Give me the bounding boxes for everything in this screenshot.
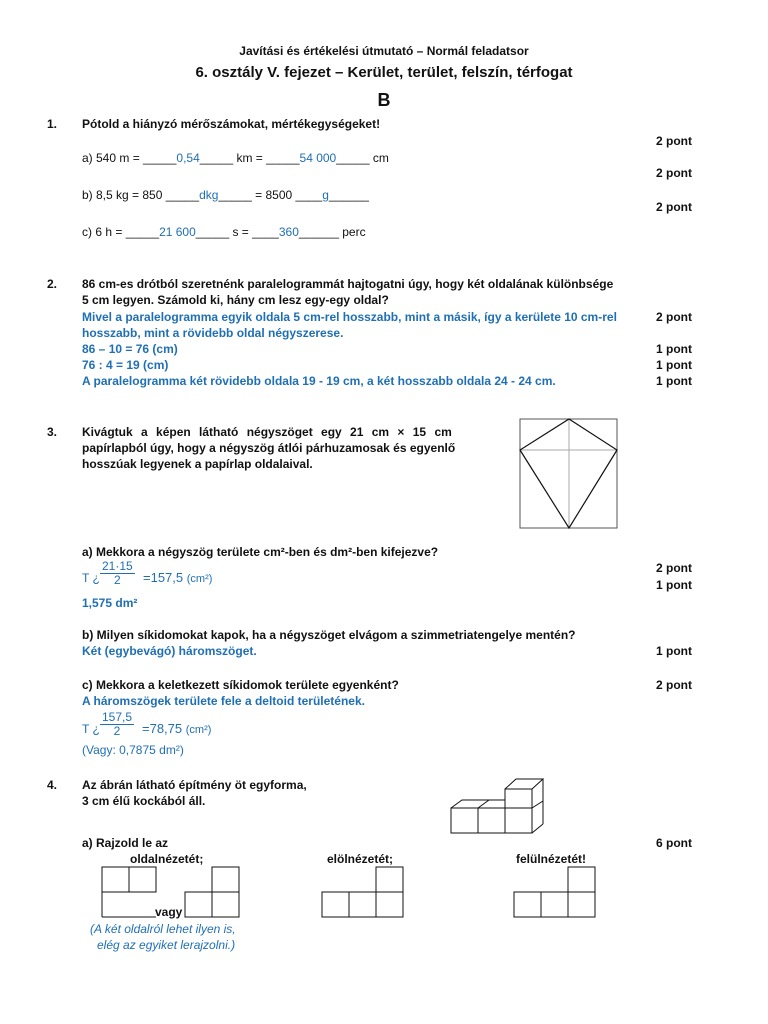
task1-c-answer2: 360 xyxy=(278,225,299,239)
task4-or-label: vagy xyxy=(155,905,183,919)
task3-points-b: 1 pont xyxy=(656,644,692,658)
task4-side-view-label: oldalnézetét; xyxy=(130,852,204,866)
task4-top-view-label: felülnézetét! xyxy=(516,852,587,866)
top-view-grid xyxy=(513,866,597,918)
task3-formula-c-rhs: =78,75 (cm²) xyxy=(142,721,212,736)
task1-points-a: 2 pont xyxy=(656,134,692,148)
task2-result: A paralelogramma két rövidebb oldala 19 - 19 cm, a két hosszabb oldala 24 - 24 cm. xyxy=(82,374,556,388)
task1-a-answer1: 0,54 xyxy=(176,151,200,165)
variant-letter: B xyxy=(377,90,391,110)
task3-answer-b: Két (egybevágó) háromszöget. xyxy=(82,644,257,658)
task3-formula-c-fraction: 157,5 2 xyxy=(102,710,133,738)
task4-front-view-label: elölnézetét; xyxy=(327,852,394,866)
cube-structure-figure xyxy=(450,774,565,836)
task2-prompt-l1: 86 cm-es drótból szeretnénk paralelogrammát hajtogatni úgy, hogy két oldalának különbsége xyxy=(82,277,614,291)
task3-answer-c-alt: (Vagy: 0,7875 dm²) xyxy=(82,743,184,757)
task3-question-a: a) Mekkora a négyszög területe cm²-ben és dm²-ben kifejezve? xyxy=(82,545,439,559)
task3-answer-c: A háromszögek területe fele a deltoid területének. xyxy=(82,694,365,708)
task2-calc2: 76 : 4 = 19 (cm) xyxy=(82,358,169,372)
task3-formula-a-rhs: =157,5 (cm²) xyxy=(143,570,213,585)
task3-prompt-l2: papírlapból úgy, hogy a négyszög átlói párhuzamosak és egyenlő xyxy=(82,441,456,455)
front-view-grid xyxy=(321,866,405,918)
task2-points-2: 1 pont xyxy=(656,342,692,356)
task2-answer-l1: Mivel a paralelogramma egyik oldala 5 cm-rel hosszabb, mint a másik, így a kerülete 10 cm-rel xyxy=(82,310,617,324)
task4-prompt-l2: 3 cm élű kockából áll. xyxy=(82,794,206,808)
task2-prompt-l2: 5 cm legyen. Számold ki, hány cm lesz egy-egy oldal? xyxy=(82,293,389,307)
task4-points: 6 pont xyxy=(656,836,692,850)
task3-formula-c-lhs: T ¿ xyxy=(82,722,100,736)
side-view-grid-2 xyxy=(184,866,240,918)
task1-c: c) 6 h = _____21 600_____ s = ____360______ perc xyxy=(82,225,366,239)
task1-c-answer1: 21 600 xyxy=(159,225,196,239)
task4-number: 4. xyxy=(47,778,58,792)
header-line2: 6. osztály V. fejezet – Kerület, terület, felszín, térfogat xyxy=(195,64,573,81)
task4-note-l2: elég az egyiket lerajzolni.) xyxy=(97,938,236,952)
task3-question-c: c) Mekkora a keletkezett síkidomok területe egyenként? xyxy=(82,678,399,692)
task2-points-3: 1 pont xyxy=(656,358,692,372)
task1-a-answer2: 54 000 xyxy=(299,151,337,165)
task4-question-a: a) Rajzold le az xyxy=(82,836,169,850)
task3-formula-a-fraction: 21·15 2 xyxy=(102,559,133,587)
task1-a: a) 540 m = _____0,54_____ km = _____54 000_____ cm xyxy=(82,151,389,165)
task3-points-a2: 1 pont xyxy=(656,578,692,592)
task3-question-b: b) Milyen síkidomokat kapok, ha a négyszöget elvágom a szimmetriatengelye mentén? xyxy=(82,628,576,642)
kite-figure xyxy=(519,418,619,530)
task3-prompt-l3: hosszúak legyenek a papírlap oldalaival. xyxy=(82,457,313,471)
task3-answer-dm: 1,575 dm² xyxy=(82,596,138,610)
task3-formula-a-lhs: T ¿ xyxy=(82,571,100,585)
task2-number: 2. xyxy=(47,277,58,291)
task3-number: 3. xyxy=(47,425,58,439)
task3-points-a1: 2 pont xyxy=(656,561,692,575)
task4-prompt-l1: Az ábrán látható építmény öt egyforma, xyxy=(82,778,307,792)
task2-answer-l2: hosszabb, mint a rövidebb oldal négyszerese. xyxy=(82,326,344,340)
task2-points-1: 2 pont xyxy=(656,310,692,324)
task1-b-answer1: dkg xyxy=(199,188,219,202)
task1-points-c: 2 pont xyxy=(656,200,692,214)
task1-number: 1. xyxy=(47,117,58,131)
side-view-grid-1 xyxy=(101,866,157,918)
task1-prompt: Pótold a hiányzó mérőszámokat, mértékegységeket! xyxy=(82,117,381,131)
task1-points-b: 2 pont xyxy=(656,166,692,180)
task4-note-l1: (A két oldalról lehet ilyen is, xyxy=(90,922,236,936)
task1-b: b) 8,5 kg = 850 _____dkg_____ = 8500 ____g______ xyxy=(82,188,369,202)
task2-calc1: 86 – 10 = 76 (cm) xyxy=(82,342,178,356)
task3-prompt-l1: Kivágtuk a képen látható négyszöget egy 21 cm × 15 cm xyxy=(82,425,452,439)
header-line1: Javítási és értékelési útmutató – Normál feladatsor xyxy=(239,44,529,58)
task2-points-4: 1 pont xyxy=(656,374,692,388)
task1-b-answer2: g xyxy=(322,188,329,202)
task3-points-c: 2 pont xyxy=(656,678,692,692)
